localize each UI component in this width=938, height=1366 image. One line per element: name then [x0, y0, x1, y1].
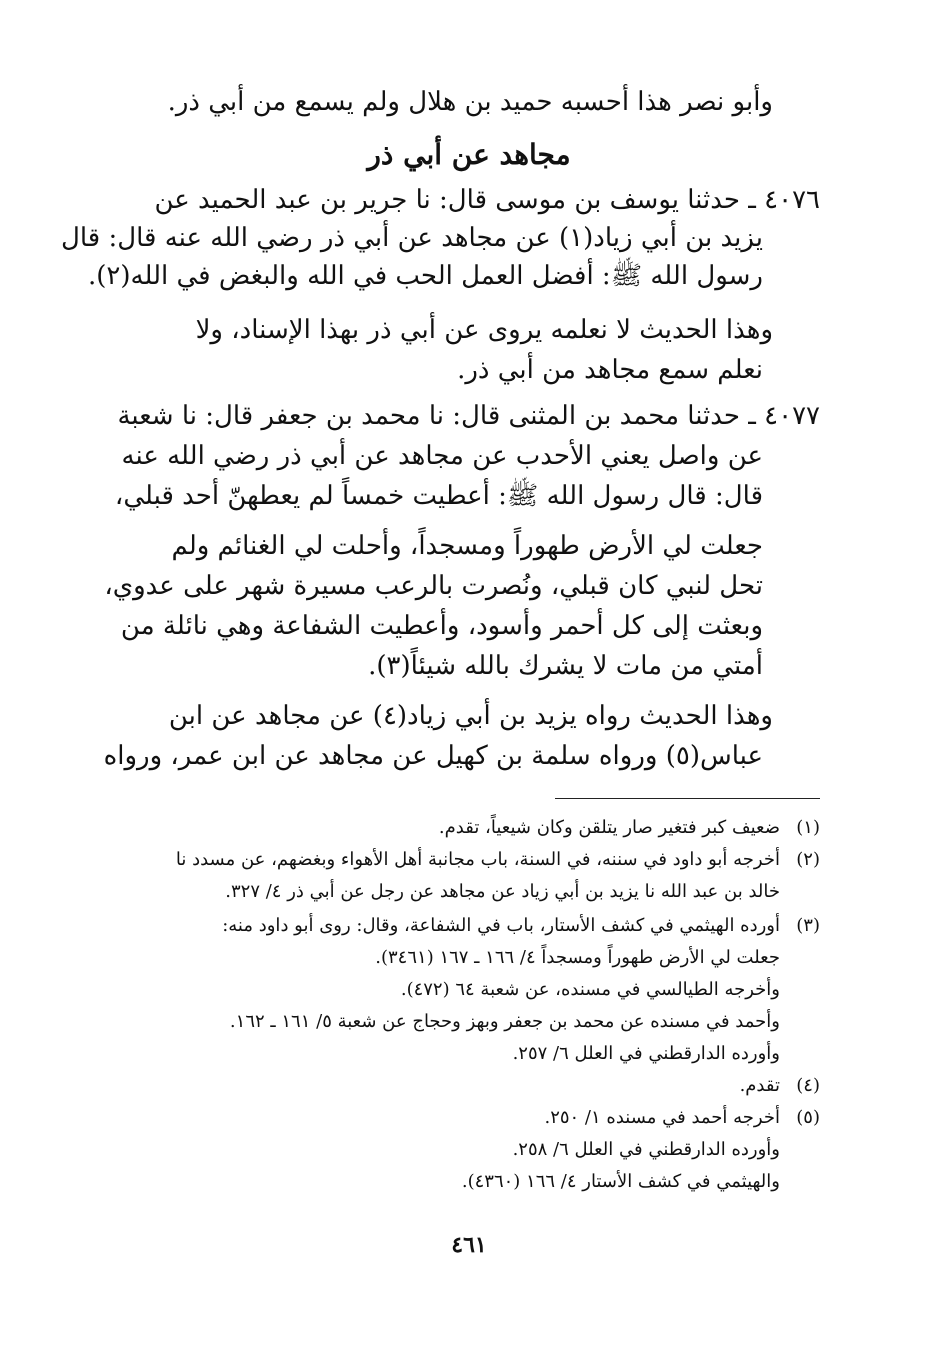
hadith-4077-line-2: عن واصل يعني الأحدب عن مجاهد عن أبي ذر رضي الله عنه	[121, 441, 763, 471]
footnote-3-continuation-2: وأخرجه الطيالسي في مسنده، عن شعبة ٦٤ (٤٧٢).	[400, 979, 780, 1000]
footnote-5	[110, 1104, 820, 1132]
hadith-4077-line-5: تحل لنبي كان قبلي، ونُصرت بالرعب مسيرة شهر على عدوي،	[104, 571, 763, 601]
footnote-number: (١)	[796, 817, 820, 838]
footnote-number: (٣)	[796, 915, 820, 936]
footnote-text: ضعيف كبر فتغير صار يتلقن وكان شيعياً، تقدم.	[438, 817, 780, 838]
hadith-4076-line-3: رسول الله ﷺ: أفضل العمل الحب في الله والبغض في الله(٢).	[88, 261, 763, 291]
hadith-4077-line-7: أمتي من مات لا يشرك بالله شيئاً(٣).	[368, 651, 763, 681]
footnote-5-continuation-1: وأورده الدارقطني في العلل ٦/ ٢٥٨.	[512, 1139, 780, 1160]
footnote-2-continuation: خالد بن عبد الله نا يزيد بن أبي زياد عن مجاهد عن رجل عن أبي ذر ٤/ ٣٢٧.	[225, 881, 780, 902]
footnote-number: (٥)	[796, 1107, 820, 1128]
footnote-number: (٢)	[796, 849, 820, 870]
hadith-4077-line-4: جعلت لي الأرض طهوراً ومسجداً، وأحلت لي الغنائم ولم	[171, 531, 763, 561]
hadith-4076-comment-line-1: وهذا الحديث لا نعلمه يروى عن أبي ذر بهذا الإسناد، ولا	[195, 315, 773, 345]
footnote-text: أخرجه أبو داود في سننه، في السنة، باب مجانبة أهل الأهواء وبغضهم، عن مسدد نا	[175, 849, 780, 870]
hadith-4077-line-3: قال: قال رسول الله ﷺ: أعطيت خمساً لم يعطهنّ أحد قبلي،	[114, 481, 763, 511]
footnote-separator	[555, 798, 820, 799]
footnote-1	[110, 814, 820, 842]
hadith-4077-comment-line-2: عباس(٥) ورواه سلمة بن كهيل عن مجاهد عن ابن عمر، ورواه	[103, 741, 763, 771]
hadith-4077-line-1: ٤٠٧٧ ـ حدثنا محمد بن المثنى قال: نا محمد بن جعفر قال: نا شعبة	[117, 401, 820, 431]
hadith-4077-line-6: وبعثت إلى كل أحمر وأسود، وأعطيت الشفاعة وهي نائلة من	[120, 611, 763, 641]
page-number: ٤٦١	[451, 1232, 487, 1258]
footnote-3	[110, 912, 820, 940]
footnote-3-continuation-4: وأورده الدارقطني في العلل ٦/ ٢٥٧.	[512, 1043, 780, 1064]
footnote-text: أورده الهيثمي في كشف الأستار، باب في الشفاعة، وقال: روى أبو داود منه:	[222, 915, 780, 936]
section-title: مجاهد عن أبي ذر	[367, 138, 571, 171]
footnote-text: أخرجه أحمد في مسنده ١/ ٢٥٠.	[544, 1107, 780, 1128]
footnote-number: (٤)	[796, 1075, 820, 1096]
footnote-3-continuation-3: وأحمد في مسنده عن محمد بن جعفر وبهز وحجاج عن شعبة ٥/ ١٦١ ـ ١٦٢.	[229, 1011, 780, 1032]
hadith-4076-line-2: يزيد بن أبي زياد(١) عن مجاهد عن أبي ذر رضي الله عنه قال: قال	[60, 223, 763, 253]
footnote-2	[110, 846, 820, 874]
continuation-line: وأبو نصر هذا أحسبه حميد بن هلال ولم يسمع من أبي ذر.	[167, 87, 773, 117]
hadith-4077-comment-line-1: وهذا الحديث رواه يزيد بن أبي زياد(٤) عن مجاهد عن ابن	[168, 701, 773, 731]
footnote-4	[110, 1072, 820, 1100]
footnote-text: تقدم.	[739, 1075, 780, 1096]
footnote-3-continuation-1: جعلت لي الأرض طهوراً ومسجداً ٤/ ١٦٦ ـ ١٦٧ (٣٤٦١).	[375, 947, 780, 968]
footnote-5-continuation-2: والهيثمي في كشف الأستار ٤/ ١٦٦ (٤٣٦٠).	[461, 1171, 780, 1192]
hadith-4076-line-1: ٤٠٧٦ ـ حدثنا يوسف بن موسى قال: نا جرير بن عبد الحميد عن	[154, 185, 820, 215]
hadith-4076-comment-line-2: نعلم سمع مجاهد من أبي ذر.	[457, 355, 763, 385]
